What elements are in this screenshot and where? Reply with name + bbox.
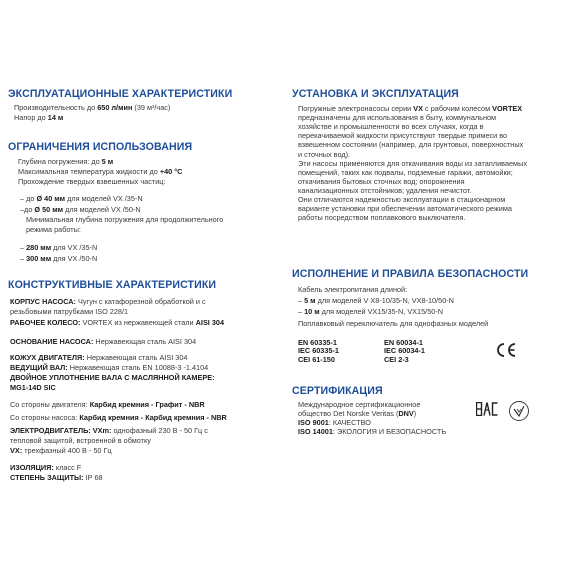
installation-line: хозяйстве и промышленности во всех случаях, когда в	[298, 122, 484, 132]
solid-size-35: – до Ø 40 мм для моделей VX /35-N	[20, 194, 143, 203]
eac-mark-icon	[476, 402, 498, 416]
standard-item: EN 60335-1	[298, 338, 337, 347]
seal-model-line: MG1-14D SIC	[10, 383, 56, 392]
standard-item: IEC 60335-1	[298, 346, 339, 356]
vx-motor-line: VX: трехфазный 400 В - 50 Гц	[10, 446, 112, 455]
safety-heading: ИСПОЛНЕНИЕ И ПРАВИЛА БЕЗОПАСНОСТИ	[292, 268, 529, 280]
cable-10m-line: – 10 м для моделей VX15/35-N, VX15/50-N	[298, 307, 444, 316]
certification-seal-icon	[508, 400, 530, 422]
iso-14001-line: ISO 14001: ЭКОЛОГИЯ И БЕЗОПАСНОСТЬ	[298, 427, 447, 436]
installation-line: перекачиваемой жидкости присутствуют твердые примеси во	[298, 131, 508, 141]
installation-line: взвешенном состоянии (например, для грунтовых, поверхностных	[298, 140, 524, 150]
solid-size-50: –до Ø 50 мм для моделей VX /50-N	[20, 205, 141, 214]
installation-heading: УСТАНОВКА И ЭКСПЛУАТАЦИЯ	[292, 88, 459, 100]
installation-line: помещений, таких как подвалы, подземные гаражи, автомойки;	[298, 167, 513, 177]
pump-base-line: ОСНОВАНИЕ НАСОСА: Нержавеющая сталь AISI 304	[10, 337, 197, 346]
pump-body-line-2: резьбовыми патрубками ISO 228/1	[10, 307, 129, 316]
drive-shaft-line: ВЕДУЩИЙ ВАЛ: Нержавеющая сталь EN 10088-3 -1.4104	[10, 363, 209, 372]
installation-line: Погружные электронасосы серии VX с рабочим колесом VORTEX	[298, 104, 523, 113]
insulation-line: ИЗОЛЯЦИЯ: класс F	[10, 463, 82, 472]
float-switch-line: Поплавковый переключатель для однофазных моделей	[298, 319, 489, 328]
motor-casing-line: КОЖУХ ДВИГАТЕЛЯ: Нержавеющая сталь AISI 304	[10, 353, 188, 362]
motor-line: ЭЛЕКТРОДВИГАТЕЛЬ: VXm: однофазный 230 В - 50 Гц с	[10, 426, 208, 435]
ce-mark-icon	[495, 342, 517, 358]
pump-side-seal-line: Со стороны насоса: Карбид кремния - Карбид кремния - NBR	[10, 413, 227, 422]
operation-heading: ЭКСПЛУАТАЦИОННЫЕ ХАРАКТЕРИСТИКИ	[8, 88, 233, 100]
installation-line: канализационных отстойников; удаления нечистот.	[298, 185, 472, 195]
installation-line: и сточных вод).	[298, 149, 351, 159]
min-depth-35: – 280 мм для VX /35-N	[20, 243, 98, 252]
iso-9001-line: ISO 9001: КАЧЕСТВО	[298, 418, 371, 427]
standard-item: EN 60034-1	[384, 338, 423, 347]
cable-5m-line: – 5 м для моделей V X8-10/35-N, VX8-10/50-N	[298, 296, 454, 305]
depth-line: Глубина погружения: до 5 м	[18, 157, 114, 166]
standards-right	[384, 339, 425, 364]
motor-side-seal-line: Со стороны двигателя: Карбид кремния - Графит - NBR	[10, 400, 205, 409]
protection-line: СТЕПЕНЬ ЗАЩИТЫ: IP 68	[10, 473, 103, 482]
solids-line: Прохождение твердых взвешенных частиц:	[18, 177, 166, 186]
certification-heading: СЕРТИФИКАЦИЯ	[292, 385, 383, 397]
installation-line: работы посредством поплавкового выключателя.	[298, 213, 466, 223]
construction-heading: КОНСТРУКТИВНЫЕ ХАРАКТЕРИСТИКИ	[8, 279, 217, 291]
capacity-line: Производительность до 650 л/мин (39 м³/час)	[14, 103, 171, 112]
cert-line-2: общество Det Norske Veritas (DNV)	[298, 409, 417, 418]
motor-line-2: тепловой защитой, встроенной в обмотку	[10, 436, 151, 445]
installation-line: откачивания бытовых сточных вод; опорожнения	[298, 176, 465, 186]
standard-item: CEI 2-3	[384, 354, 409, 364]
installation-line: варианте установки при обеспечении автоматического режима	[298, 204, 512, 214]
limits-heading: ОГРАНИЧЕНИЯ ИСПОЛЬЗОВАНИЯ	[8, 141, 193, 153]
standards-left	[298, 339, 339, 364]
cert-line-1: Международное сертификационное	[298, 400, 421, 409]
min-depth-line-2: режима работы:	[26, 225, 81, 234]
min-depth-line-1: Минимальная глубина погружения для продолжительного	[26, 215, 224, 224]
head-line: Напор до 14 м	[14, 113, 64, 122]
pump-body-line: КОРПУС НАСОСА: Чугун с катафорезной обработкой и с	[10, 297, 206, 306]
standard-item: IEC 60034-1	[384, 346, 425, 356]
installation-line: Эти насосы применяются для откачивания воды из затапливаемых	[298, 158, 527, 168]
impeller-line: РАБОЧЕЕ КОЛЕСО: VORTEX из нержавеющей стали AISI 304	[10, 318, 225, 327]
installation-line: предназначены для использования в быту, коммунальном	[298, 113, 497, 123]
cable-line: Кабель электропитания длиной:	[298, 285, 408, 294]
standard-item: CEI 61-150	[298, 354, 335, 364]
min-depth-50: – 300 мм для VX /50-N	[20, 254, 98, 263]
seal-line: ДВОЙНОЕ УПЛОТНЕНИЕ ВАЛА С МАСЛЯННОЙ КАМЕРЕ:	[10, 373, 215, 382]
temperature-line: Максимальная температура жидкости до +40 °С	[18, 167, 183, 176]
installation-line: Они отличаются надежностью эксплуатации в стационарном	[298, 195, 506, 204]
